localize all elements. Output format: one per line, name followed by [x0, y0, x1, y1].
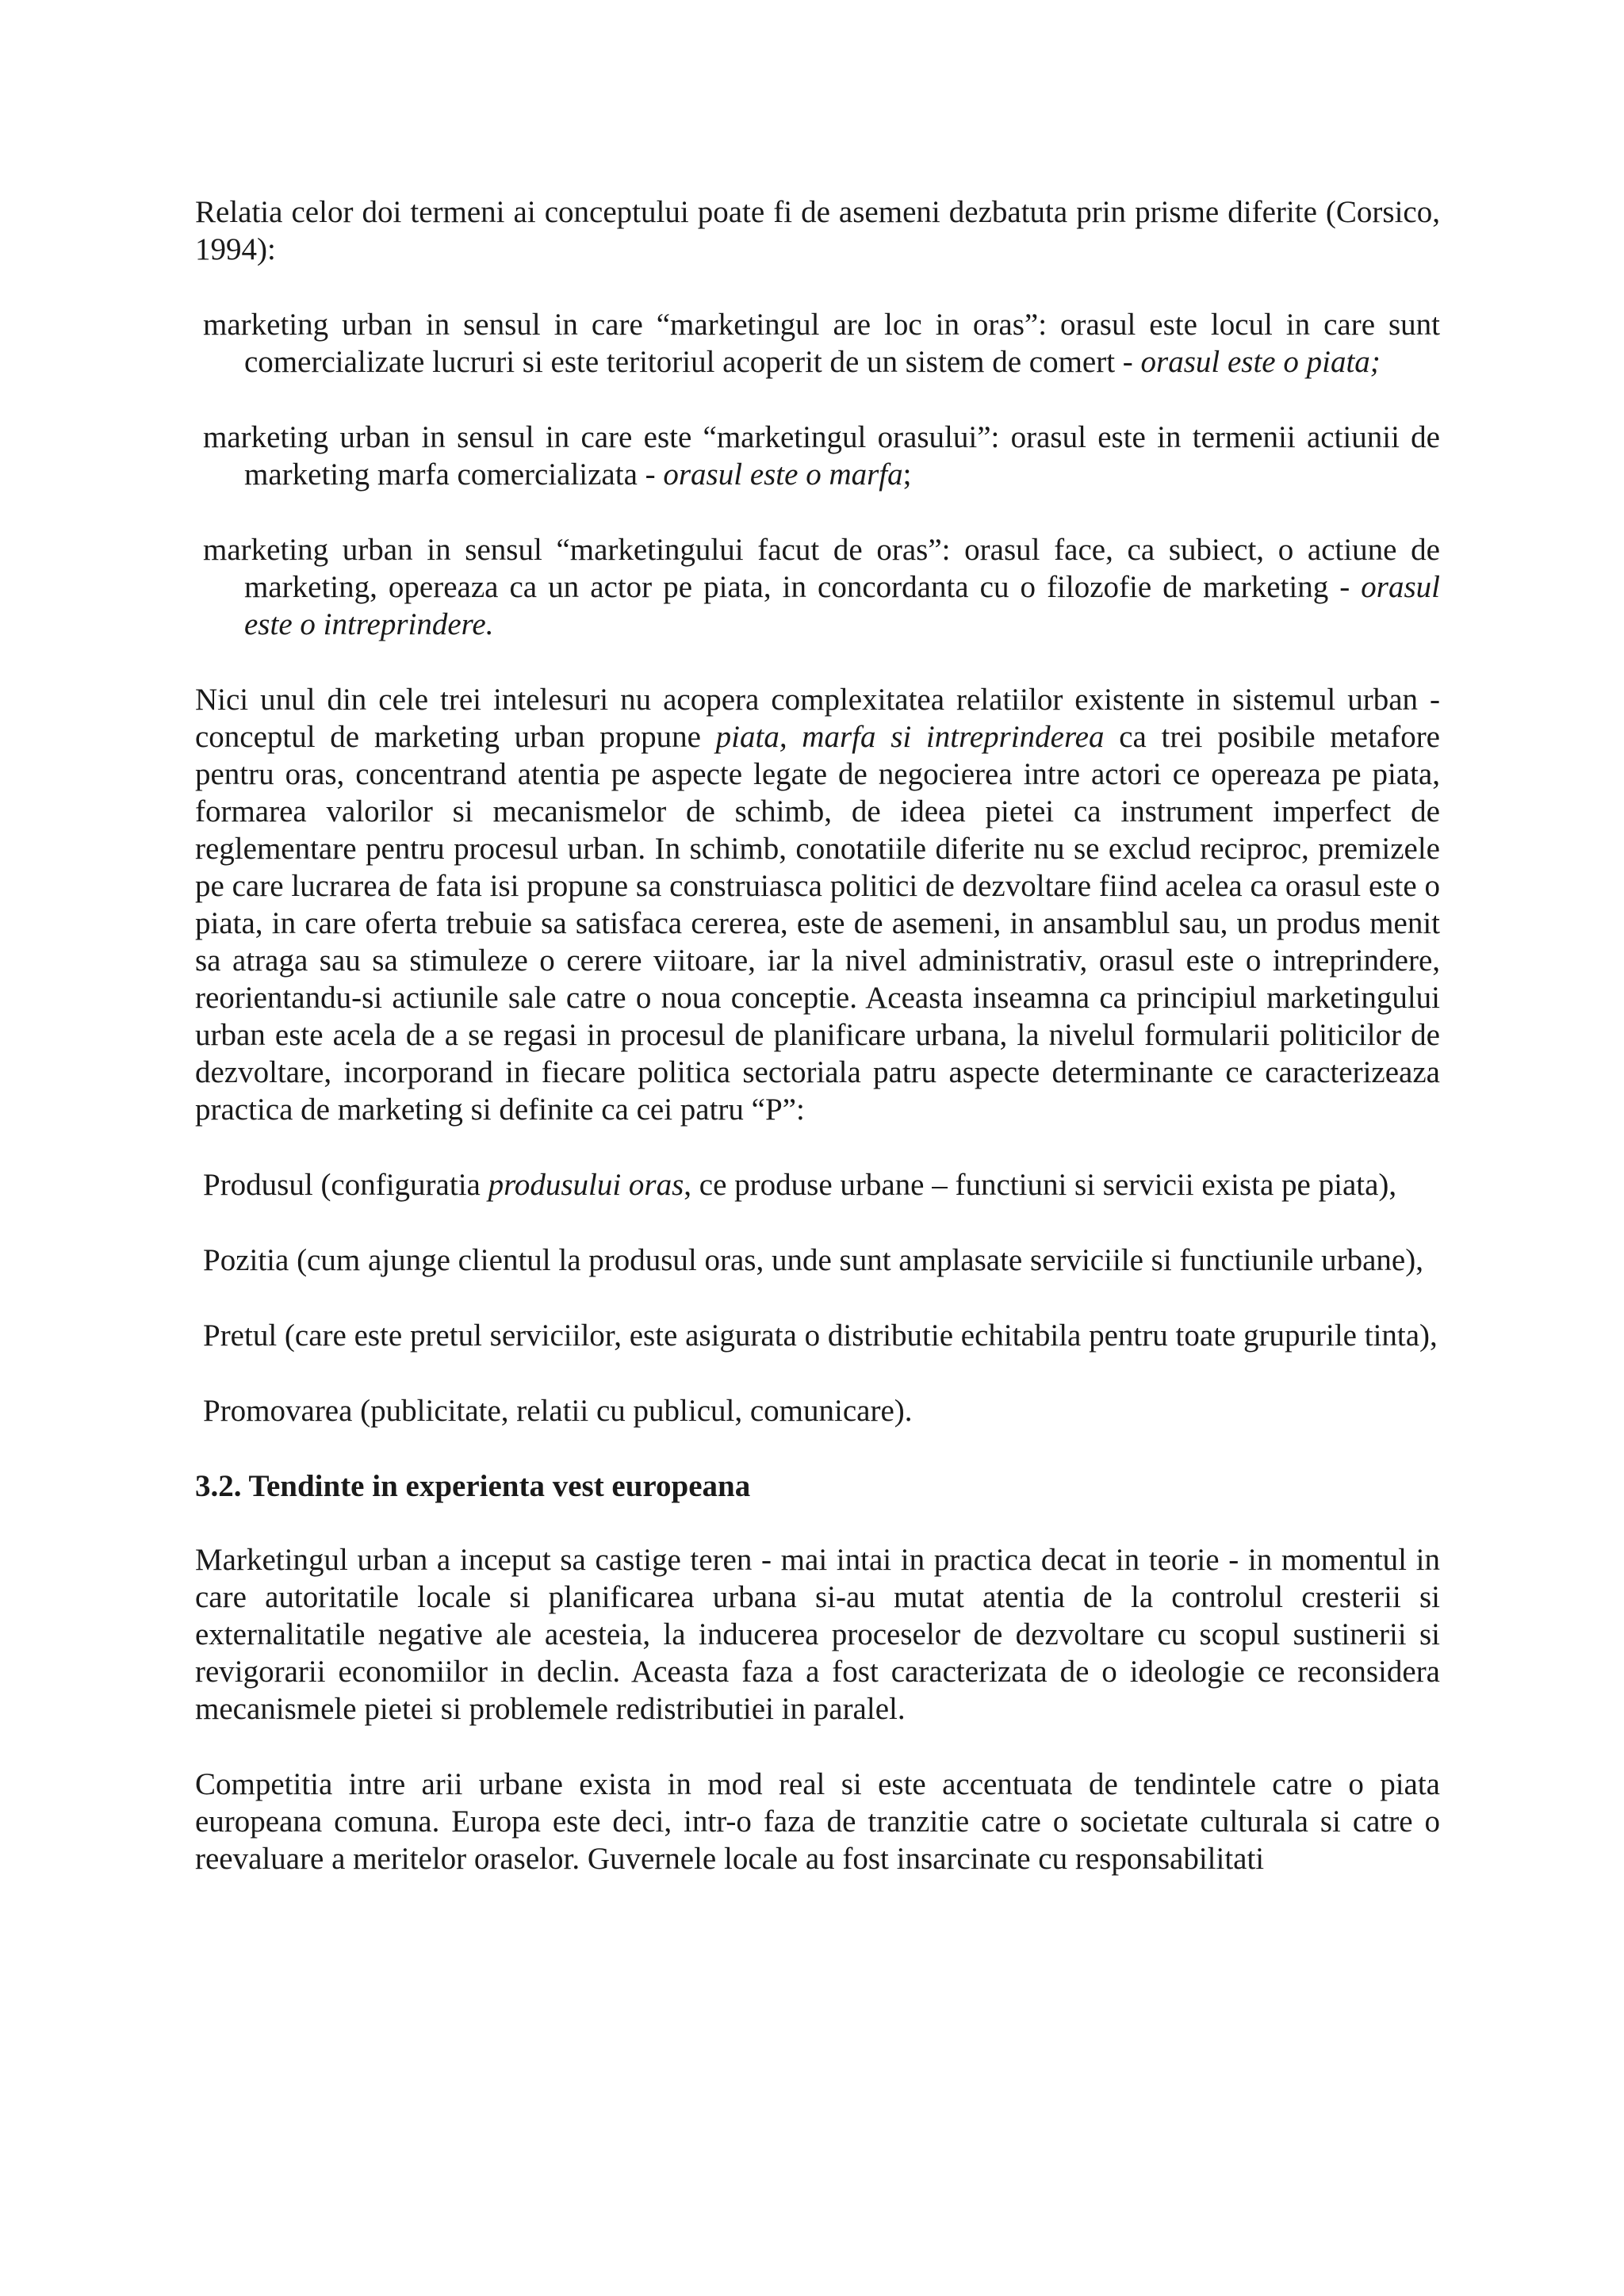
list-item-merchandise-tail: ; [902, 457, 912, 492]
paragraph-section-1 [195, 1541, 1440, 1728]
paragraph-main [195, 681, 1440, 1128]
list-item-enterprise-italic: orasul este o intreprindere. [244, 570, 1440, 641]
list-item-product-part2: , ce produse urbane – functiuni si servicii exista pe piata), [684, 1168, 1397, 1202]
list-item-enterprise-text: marketing urban in sensul “marketingului facut de oras”: orasul face, ca subiect, o actiune de marketing, opereaza ca un actor pe piata, in concordanta cu o filozofie de marketing - [203, 533, 1440, 604]
paragraph-section-2 [195, 1766, 1440, 1877]
list-item-position [195, 1242, 1440, 1279]
section-heading [195, 1468, 1440, 1505]
list-item-merchandise-italic: orasul este o marfa [663, 457, 903, 492]
list-item-promotion-text: Promovarea (publicitate, relatii cu publicul, comunicare). [203, 1394, 913, 1428]
list-item-promotion [195, 1392, 1440, 1429]
paragraph-section-2-text: Competitia intre arii urbane exista in mod real si este accentuata de tendintele catre o piata europeana comuna. Europa este deci, intr-o faza de tranzitie catre o societate culturala si catre o reevaluare a meritelor oraselor. Guvernele locale au fost insarcinate cu responsabilitati [195, 1767, 1440, 1876]
paragraph-main-italic: piata, marfa si intreprinderea [715, 720, 1105, 754]
list-item-merchandise-text: marketing urban in sensul in care este “marketingul orasului”: orasul este in termenii actiunii de marketing marfa comercializata - [203, 420, 1440, 492]
paragraph-main-part1: Nici unul din cele trei intelesuri nu acopera complexitatea relatiilor existente in sistemul urban - conceptul de marketing urban propune [195, 683, 1440, 754]
paragraph-main-part2: ca trei posibile metafore pentru oras, concentrand atentia pe aspecte legate de negocierea intre actori ce opereaza pe piata, formarea valorilor si mecanismelor de schimb, de ideea pietei ca instrument imperfect de reglementare pentru procesul urban. In schimb, conotatiile diferite nu se exclud reciproc, premizele pe care lucrarea de fata isi propune sa construiasca politici de dezvoltare fiind acelea ca orasul este o piata, in care oferta trebuie sa satisfaca cererea, este de asemeni, in ansamblul sau, un produs menit sa atraga sau sa stimuleze o cerere viitoare, iar la nivel administrativ, orasul este o intreprindere, reorientandu-si actiunile sale catre o noua conceptie. Aceasta inseamna ca principiul marketingului urban este acela de a se regasi in procesul de planificare urbana, la nivelul formularii politicilor de dezvoltare, incorporand in fiecare politica sectoriala patru aspecte determinante ce caracterizeaza practica de marketing si definite ca cei patru “P”: [195, 720, 1440, 1127]
paragraph-intro-text: Relatia celor doi termeni ai conceptului poate fi de asemeni dezbatuta prin prisme diferite (Corsico, 1994): [195, 195, 1440, 266]
list-item-product-italic: produsului oras [488, 1168, 684, 1202]
paragraph-section-1-text: Marketingul urban a inceput sa castige teren - mai intai in practica decat in teorie - in momentul in care autoritatile locale si planificarea urbana si-au mutat atentia de la controlul cresterii si externalitatile negative ale acesteia, la inducerea proceselor de dezvoltare cu scopul sustinerii si revigorarii economiilor in declin. Aceasta faza a fost caracterizata de o ideologie ce reconsidera mecanismele pietei si problemele redistributiei in paralel. [195, 1543, 1440, 1726]
list-item-market [195, 306, 1440, 381]
page-content [195, 193, 1440, 1915]
section-heading-text: 3.2. Tendinte in experienta vest europeana [195, 1469, 751, 1503]
list-item-market-text: marketing urban in sensul in care “marketingul are loc in oras”: orasul este locul in care sunt comercializate lucruri si este teritoriul acoperit de un sistem de comert - [203, 308, 1440, 379]
list-item-market-italic: orasul este o piata; [1140, 345, 1381, 379]
list-item-product-part1: Produsul (configuratia [203, 1168, 488, 1202]
list-item-merchandise [195, 419, 1440, 493]
list-item-price-text: Pretul (care este pretul serviciilor, este asigurata o distributie echitabila pentru toate grupurile tinta), [203, 1318, 1438, 1353]
list-item-position-text: Pozitia (cum ajunge clientul la produsul oras, unde sunt amplasate serviciile si functiunile urbane), [203, 1243, 1423, 1277]
paragraph-intro [195, 193, 1440, 268]
list-item-enterprise [195, 531, 1440, 643]
list-item-product [195, 1166, 1440, 1203]
list-item-price [195, 1317, 1440, 1354]
